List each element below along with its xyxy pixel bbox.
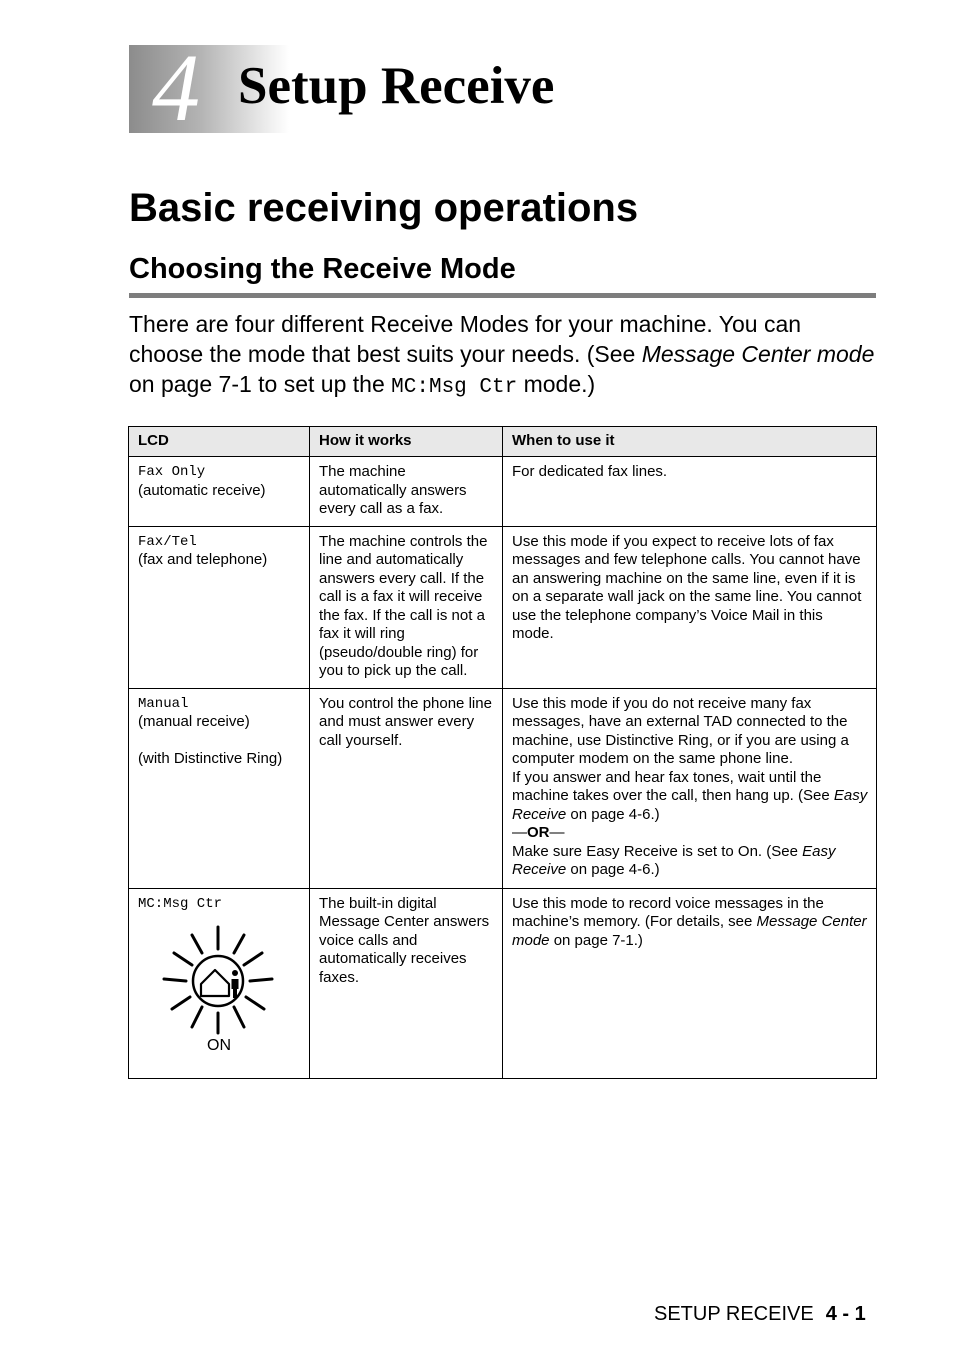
- when-cell: For dedicated fax lines.: [503, 457, 877, 527]
- on-label: ON: [207, 1037, 231, 1054]
- lcd-mode: Fax/Tel: [138, 533, 197, 550]
- intro-text: mode.): [517, 371, 596, 397]
- intro-reference: Message Center mode: [641, 341, 875, 367]
- page-footer: [654, 1302, 866, 1326]
- lcd-cell: [129, 457, 310, 527]
- section-title: Basic receiving operations: [129, 186, 639, 230]
- or-separator: —OR—: [512, 824, 565, 841]
- table-row: [129, 526, 877, 688]
- footer-section: SETUP RECEIVE: [654, 1303, 814, 1325]
- when-text: Use this mode if you do not receive many fax messages, have an external TAD connected to the machine, use Distinctive Ring, or if you are using a computer modem on the same phone line.: [512, 694, 849, 767]
- how-cell: You control the phone line and must answer every call yourself.: [310, 688, 503, 888]
- when-text: If you answer and hear fax tones, wait until the machine takes over the call, then hang up. (See Easy Receive on page 4-6.): [512, 768, 868, 823]
- how-cell: The built-in digital Message Center answers voice calls and automatically receives faxes.: [310, 888, 503, 1078]
- column-header-when: When to use it: [503, 427, 877, 457]
- intro-paragraph: [129, 309, 879, 403]
- lcd-note: (automatic receive): [138, 481, 266, 499]
- easy-receive-reference: Easy Receive: [512, 787, 868, 823]
- lcd-mode: Manual: [138, 695, 189, 712]
- when-cell: Use this mode if you expect to receive lots of fax messages and few telephone calls. You cannot have an answering machine on the same line, even if it is on a separate wall jack on the same line. You cannot use the telephone company’s Voice Mail in this mode.: [503, 526, 877, 688]
- lcd-cell: [129, 688, 310, 888]
- lcd-note: (fax and telephone): [138, 551, 268, 568]
- lcd-mode: MC:Msg Ctr: [138, 895, 223, 912]
- intro-text: on page 7-1 to set up the: [129, 371, 392, 397]
- how-cell: The machine automatically answers every call as a fax.: [310, 457, 503, 527]
- column-header-lcd: LCD: [129, 427, 310, 457]
- chapter-title: Setup Receive: [238, 57, 555, 115]
- how-cell: The machine controls the line and automatically answers every call. If the call is a fax it will receive the fax. If the call is not a fax it will ring (pseudo/double ring) for you to pick up the call.: [310, 526, 503, 688]
- table-row: [129, 888, 877, 1078]
- intro-text: There are four different Receive Modes for your machine. You can choose the mode that best suits your needs. (See: [129, 311, 802, 367]
- when-text: Make sure Easy Receive is set to On. (See Easy Receive on page 4-6.): [512, 842, 836, 878]
- message-center-on-icon: [162, 923, 274, 1035]
- lcd-note: (with Distinctive Ring): [138, 749, 283, 767]
- receive-modes-table: [128, 426, 877, 1079]
- lcd-cell: [129, 526, 310, 688]
- lcd-mode: Fax Only: [138, 464, 206, 480]
- heading-rule: [129, 293, 876, 298]
- table-row: [129, 688, 877, 888]
- lcd-cell: [129, 888, 310, 1078]
- message-center-reference: Message Center mode: [512, 913, 867, 949]
- table-row: [129, 457, 877, 527]
- easy-receive-reference: Easy Receive: [512, 842, 836, 878]
- when-cell: [503, 688, 877, 888]
- subsection-title: Choosing the Receive Mode: [129, 253, 516, 285]
- table-header-row: [129, 427, 877, 457]
- chapter-number: 4: [152, 34, 200, 141]
- intro-code: MC:Msg Ctr: [391, 376, 518, 399]
- column-header-how: How it works: [310, 427, 503, 457]
- lcd-note: (manual receive): [138, 713, 250, 730]
- page-number: 4 - 1: [825, 1303, 866, 1325]
- when-cell: Use this mode to record voice messages in the machine’s memory. (For details, see Message Center mode on page 7-1.): [503, 888, 877, 1078]
